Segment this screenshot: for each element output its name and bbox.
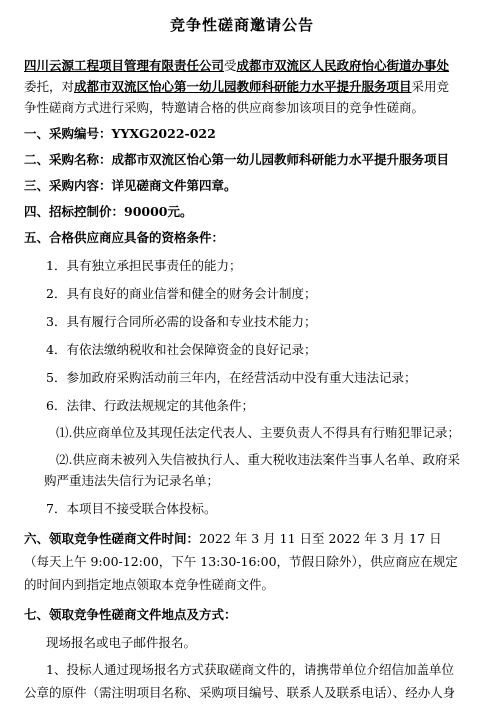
procurement-content: 详见磋商文件第四章。 <box>111 178 237 193</box>
section-collection-time <box>24 527 460 596</box>
control-price: 90000元。 <box>124 204 193 219</box>
section-label: 四、招标控制价： <box>24 204 125 219</box>
condition-item: 5．参加政府采购活动前三年内，在经营活动中没有重大违法记录； <box>46 370 417 385</box>
project-name: 成都市双流区怡心第一幼儿园教师科研能力水平提升服务项目 <box>74 79 412 94</box>
section-label: 一、采购编号： <box>24 126 112 141</box>
intro-connector: 受 <box>224 58 237 73</box>
intro-paragraph <box>24 55 460 118</box>
section-control-price <box>24 201 460 222</box>
registration-method: 现场报名或电子邮件报名。 <box>46 635 197 650</box>
procurement-name: 成都市双流区怡心第一幼儿园教师科研能力水平提升服务项目 <box>111 152 450 167</box>
condition-item: 1．具有独立承担民事责任的能力； <box>46 258 242 273</box>
sub-condition-2: ⑵.供应商未被列入失信被执行人、重大税收违法案件当事人名单、政府采购严重违法失信行为记录名单； <box>44 452 460 488</box>
collection-time-text: 2022 年 3 月 11 日至 2022 年 3 月 17 日（每天上午 9:00-12:00，下午 13:30-16:00，节假日除外），供应商应在规定的时间内到指定地点领取本竞争性磋商文件。 <box>24 531 458 592</box>
section-label: 六、领取竞争性磋商文件时间： <box>24 531 200 546</box>
section-label: 三、采购内容： <box>24 178 112 193</box>
intro-tail: 采用竞争性磋商方式进行采购，特邀请合格的供应商参加该项目的竞争性磋商。 <box>24 79 450 115</box>
section-procurement-content <box>24 175 460 196</box>
document-title: 竞争性磋商邀请公告 <box>169 16 314 34</box>
registration-instructions: 1、投标人通过现场报名方式获取磋商文件的，请携带单位介绍信加盖单位公章的原件（需注明项目名称、采购项目编号、联系人及联系电话）、经办人身 <box>24 662 456 700</box>
condition-item: 6．法律、行政法规规定的其他条件； <box>46 398 254 413</box>
section-collection-place: 七、领取竞争性磋商文件地点及方式： <box>24 607 237 622</box>
agency-name: 四川云源工程项目管理有限责任公司 <box>24 58 225 73</box>
client-name: 成都市双流区人民政府怡心街道办事处 <box>236 58 450 73</box>
condition-item: 4．有依法缴纳税收和社会保障资金的良好记录； <box>46 342 317 357</box>
condition-item: 2．具有良好的商业信誉和健全的财务会计制度； <box>46 286 317 301</box>
section-procurement-number <box>24 123 460 144</box>
intro-connector-2: 委托，对 <box>24 79 75 94</box>
section-qualifications: 五、合格供应商应具备的资格条件： <box>24 230 225 245</box>
section-label: 二、采购名称： <box>24 152 112 167</box>
section-procurement-name <box>24 149 460 170</box>
sub-condition-1: ⑴.供应商单位及其现任法定代表人、主要负责人不得具有行贿犯罪记录； <box>56 425 460 440</box>
condition-item: 3．具有履行合同所必需的设备和专业技术能力； <box>46 314 317 329</box>
condition-item-7: 7．本项目不接受联合体投标。 <box>46 501 217 516</box>
procurement-number: YYXG2022-022 <box>111 126 216 141</box>
